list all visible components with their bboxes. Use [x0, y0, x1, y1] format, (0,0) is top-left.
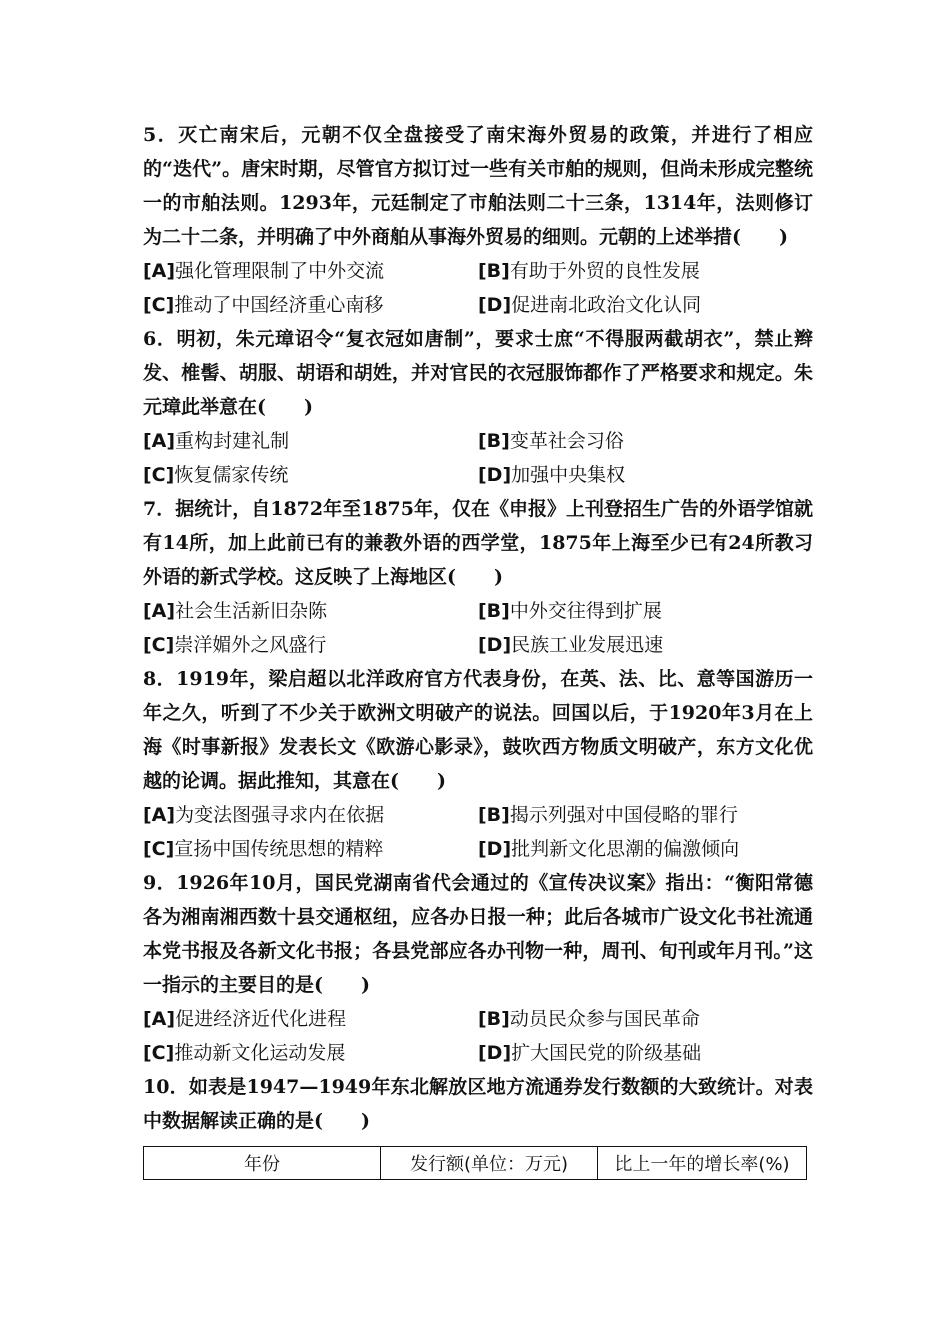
- option-b[interactable]: [B]揭示列强对中国侵略的罪行: [478, 804, 738, 826]
- option-a[interactable]: [A]强化管理限制了中外交流: [143, 260, 385, 282]
- column-header-amount: 发行额(单位：万元): [381, 1147, 598, 1180]
- question-7: [143, 492, 813, 662]
- option-c[interactable]: [C]恢复儒家传统: [143, 464, 289, 486]
- question-stem: 10．如表是1947—1949年东北解放区地方流通券发行数额的大致统计。对表中数据解读正确的是( ): [143, 1076, 813, 1132]
- question-5: [143, 118, 813, 322]
- options-list: [143, 1002, 813, 1070]
- question-stem: 7．据统计，自1872年至1875年，仅在《申报》上刊登招生广告的外语学馆就有14所，加上此前已有的兼教外语的西学堂，1875年上海至少已有24所教习外语的新式学校。这反映了上海地区( ): [143, 498, 813, 588]
- option-b[interactable]: [B]有助于外贸的良性发展: [478, 260, 700, 282]
- options-list: [143, 424, 813, 492]
- option-b[interactable]: [B]中外交往得到扩展: [478, 600, 662, 622]
- question-6: [143, 322, 813, 492]
- question-10: [143, 1070, 813, 1180]
- options-list: [143, 594, 813, 662]
- questions-section: [143, 118, 813, 1180]
- question-stem: 8．1919年，梁启超以北洋政府官方代表身份，在英、法、比、意等国游历一年之久，听到了不少关于欧洲文明破产的说法。回国以后，于1920年3月在上海《时事新报》发表长文《欧游心影录》，鼓吹西方物质文明破产，东方文化优越的论调。据此推知，其意在( ): [143, 668, 813, 792]
- option-d[interactable]: [D]促进南北政治文化认同: [478, 294, 702, 316]
- option-d[interactable]: [D]民族工业发展迅速: [478, 634, 664, 656]
- table-header-row: [144, 1147, 807, 1180]
- options-list: [143, 254, 813, 322]
- option-b[interactable]: [B]动员民众参与国民革命: [478, 1008, 700, 1030]
- option-c[interactable]: [C]崇洋媚外之风盛行: [143, 634, 327, 656]
- column-header-year: 年份: [144, 1147, 381, 1180]
- option-c[interactable]: [C]推动新文化运动发展: [143, 1042, 346, 1064]
- option-a[interactable]: [A]重构封建礼制: [143, 430, 290, 452]
- options-list: [143, 798, 813, 866]
- option-a[interactable]: [A]社会生活新旧杂陈: [143, 600, 328, 622]
- option-c[interactable]: [C]推动了中国经济重心南移: [143, 294, 384, 316]
- question-stem: 9．1926年10月，国民党湖南省代会通过的《宣传决议案》指出：“衡阳常德各为湘南湘西数十县交通枢纽，应各办日报一种；此后各城市广设文化书社流通本党书报及各新文化书报；各县党部应各办刊物一种，周刊、旬刊或年月刊。”这一指示的主要目的是( ): [143, 872, 813, 996]
- data-table: [143, 1146, 807, 1180]
- option-d[interactable]: [D]扩大国民党的阶级基础: [478, 1042, 702, 1064]
- question-9: [143, 866, 813, 1070]
- question-stem: 6．明初，朱元璋诏令“复衣冠如唐制”，要求士庶“不得服两截胡衣”，禁止辫发、椎髻、胡服、胡语和胡姓，并对官民的衣冠服饰都作了严格要求和规定。朱元璋此举意在( ): [143, 328, 813, 418]
- option-a[interactable]: [A]促进经济近代化进程: [143, 1008, 347, 1030]
- column-header-growth-rate: 比上一年的增长率(%): [598, 1147, 807, 1180]
- question-stem: 5．灭亡南宋后，元朝不仅全盘接受了南宋海外贸易的政策，并进行了相应的“迭代”。唐宋时期，尽管官方拟订过一些有关市舶的规则，但尚未形成完整统一的市舶法则。1293年，元廷制定了市舶法则二十三条，1314年，法则修订为二十二条，并明确了中外商舶从事海外贸易的细则。元朝的上述举措( ): [143, 124, 813, 248]
- option-c[interactable]: [C]宣扬中国传统思想的精粹: [143, 838, 384, 860]
- option-b[interactable]: [B]变革社会习俗: [478, 430, 624, 452]
- option-a[interactable]: [A]为变法图强寻求内在依据: [143, 804, 385, 826]
- question-8: [143, 662, 813, 866]
- option-d[interactable]: [D]批判新文化思潮的偏激倾向: [478, 838, 740, 860]
- option-d[interactable]: [D]加强中央集权: [478, 464, 626, 486]
